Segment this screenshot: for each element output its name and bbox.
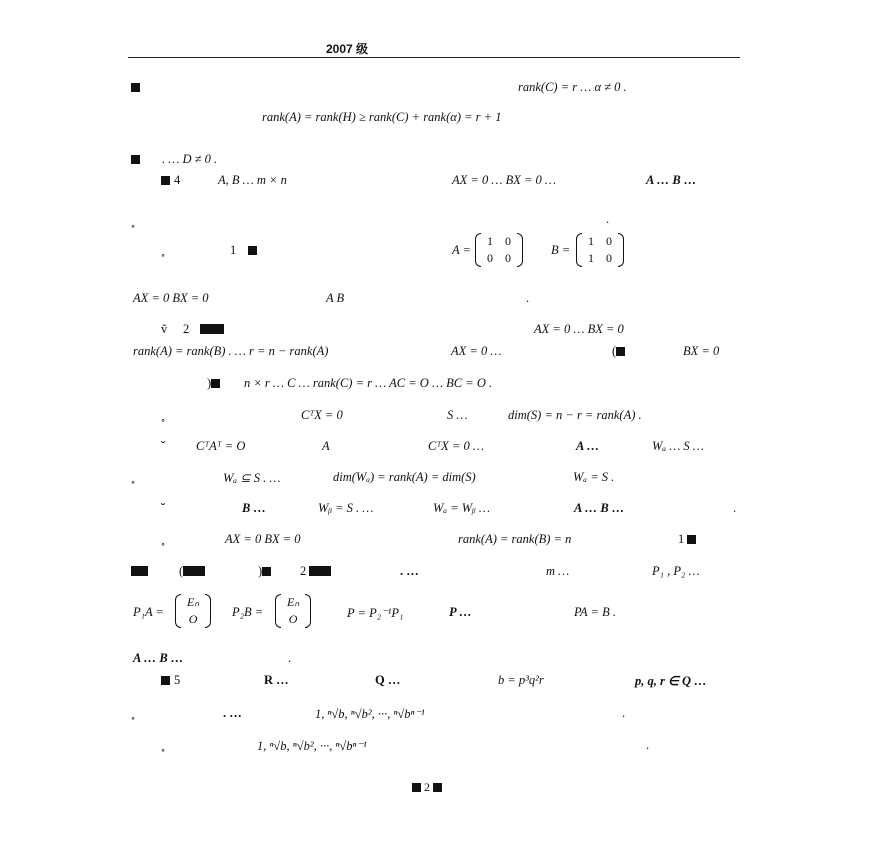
matrix-b <box>576 233 624 267</box>
line-15c <box>678 532 696 547</box>
line-11c: dim(S) = n − r = rank(A) . <box>508 408 642 422</box>
glyph: ˳ <box>161 243 166 257</box>
glyph: ˳ <box>161 408 166 422</box>
glyph: ˳ <box>161 738 166 752</box>
line-18b: . <box>288 651 292 665</box>
line-4b: A, B … m × n <box>218 173 287 187</box>
line-13a: Wₐ ⊆ S . … <box>223 471 281 485</box>
line-7b: A B <box>326 291 345 305</box>
matrix-p1a <box>175 594 211 628</box>
line-10a <box>207 376 220 391</box>
line-21b: . <box>646 738 650 752</box>
line-19b: R … <box>264 673 289 687</box>
matrix-p2b <box>275 594 311 628</box>
line-17c: P = P₂⁻¹P₁ <box>347 606 404 620</box>
line-12c: CᵀX = 0 … <box>428 439 484 453</box>
example-number: 1 <box>230 243 237 257</box>
line-10b: n × r … C … rank(C) = r … AC = O … BC = O . <box>244 376 493 390</box>
glyph: ˳ <box>131 470 136 484</box>
line-2: rank(A) = rank(H) ≥ rank(C) + rank(α) = r + 1 <box>262 110 502 124</box>
redacted-block <box>200 322 224 337</box>
page-number: 2 <box>424 780 430 794</box>
header-rule <box>128 57 740 58</box>
line-5: . <box>606 212 610 226</box>
matrix-p1a-cell: O <box>188 612 198 626</box>
line-4c: AX = 0 … BX = 0 … <box>452 173 557 187</box>
line-16d: . … <box>400 564 419 578</box>
matrix-a-cell: 0 <box>487 251 493 265</box>
matrix-a-label: A = <box>452 243 471 257</box>
problem-5-number: 5 <box>174 673 181 687</box>
line-9b: AX = 0 … <box>451 344 502 358</box>
bullet <box>248 243 257 258</box>
line-10a-text: ) <box>207 376 212 390</box>
line-12a: CᵀAᵀ = O <box>196 439 246 453</box>
line-14e: . <box>733 501 737 515</box>
line-1: rank(C) = r … α ≠ 0 . <box>518 80 627 94</box>
matrix-b-cell: 1 <box>588 234 594 248</box>
matrix-a-cell: 0 <box>505 234 511 248</box>
line-20b: 1, ⁿ√b, ⁿ√b², ···, ⁿ√bⁿ⁻¹ <box>315 707 425 721</box>
matrix-a-cell: 0 <box>505 251 511 265</box>
line-16c-text: 2 <box>300 564 307 578</box>
line-3: . … D ≠ 0 . <box>162 152 218 166</box>
header-title: 2007 级 <box>326 42 369 56</box>
line-17a: P₁A = <box>133 605 164 619</box>
matrix-a <box>475 233 523 267</box>
line-12d: A … <box>576 439 600 453</box>
line-16c <box>300 564 331 579</box>
line-15b: rank(A) = rank(B) = n <box>458 532 572 546</box>
matrix-p2b-cell: Eₙ <box>287 595 300 609</box>
glyph: ˘ <box>161 501 166 515</box>
line-14d: A … B … <box>574 501 625 515</box>
matrix-b-cell: 0 <box>606 251 612 265</box>
bullet <box>131 152 140 167</box>
matrix-b-label: B = <box>551 243 571 257</box>
paren-marker: ( <box>612 344 625 359</box>
line-16b-text: ) <box>258 564 263 578</box>
line-16b <box>258 564 271 579</box>
line-13b: dim(Wₐ) = rank(A) = dim(S) <box>333 470 476 484</box>
glyph: ˳ <box>161 532 166 546</box>
problem-5-marker <box>161 673 170 688</box>
glyph: ˘ <box>161 439 166 453</box>
glyph: ˳ <box>131 214 136 228</box>
line-17d: P … <box>449 605 472 619</box>
matrix-b-cell: 0 <box>606 234 612 248</box>
problem-4-marker <box>161 173 170 188</box>
line-8b: AX = 0 … BX = 0 <box>534 322 624 336</box>
line-21a: 1, ⁿ√b, ⁿ√b², ···, ⁿ√bⁿ⁻¹ <box>257 739 367 753</box>
matrix-a-cell: 1 <box>487 234 493 248</box>
matrix-p2b-cell: O <box>288 612 298 626</box>
line-7c: . <box>526 291 530 305</box>
bullet <box>131 80 140 95</box>
line-15c-text: 1 <box>678 532 685 546</box>
line-17e: PA = B . <box>574 605 617 619</box>
line-16a-text: ( <box>179 564 184 578</box>
matrix-p1a-cell: Eₙ <box>187 595 200 609</box>
proof-number: 2 <box>183 322 190 336</box>
line-20a: . … <box>223 706 242 720</box>
line-4d: A … B … <box>646 173 697 187</box>
line-14a: B … <box>242 501 266 515</box>
line-16a <box>179 564 205 579</box>
line-14b: Wᵦ = S . … <box>318 501 374 515</box>
line-19e: p, q, r ∈ Q … <box>635 674 707 688</box>
glyph: ṽ <box>161 322 168 336</box>
line-9c: BX = 0 <box>683 344 720 358</box>
line-16f: P₁ , P₂ … <box>652 564 700 578</box>
line-18a: A … B … <box>133 651 184 665</box>
line-13c: Wₐ = S . <box>573 470 615 484</box>
line-9a: rank(A) = rank(B) . … r = n − rank(A) <box>133 344 329 358</box>
line-16e: m … <box>546 564 570 578</box>
glyph: ˳ <box>131 706 136 720</box>
line-12e: Wₐ … S … <box>652 439 704 453</box>
line-17b: P₂B = <box>232 605 264 619</box>
redacted-block <box>131 564 148 579</box>
problem-4-number: 4 <box>174 173 181 187</box>
line-11b: S … <box>447 408 468 422</box>
page-footer <box>412 780 442 795</box>
line-19d: b = p³q²r <box>498 673 544 687</box>
line-14c: Wₐ = Wᵦ … <box>433 501 490 515</box>
line-19c: Q … <box>375 673 401 687</box>
line-20c: . <box>622 706 626 720</box>
matrix-b-cell: 1 <box>588 251 594 265</box>
line-15a: AX = 0 BX = 0 <box>225 532 301 546</box>
line-12b: A <box>322 439 330 453</box>
line-7a: AX = 0 BX = 0 <box>133 291 209 305</box>
line-11a: CᵀX = 0 <box>301 408 343 422</box>
